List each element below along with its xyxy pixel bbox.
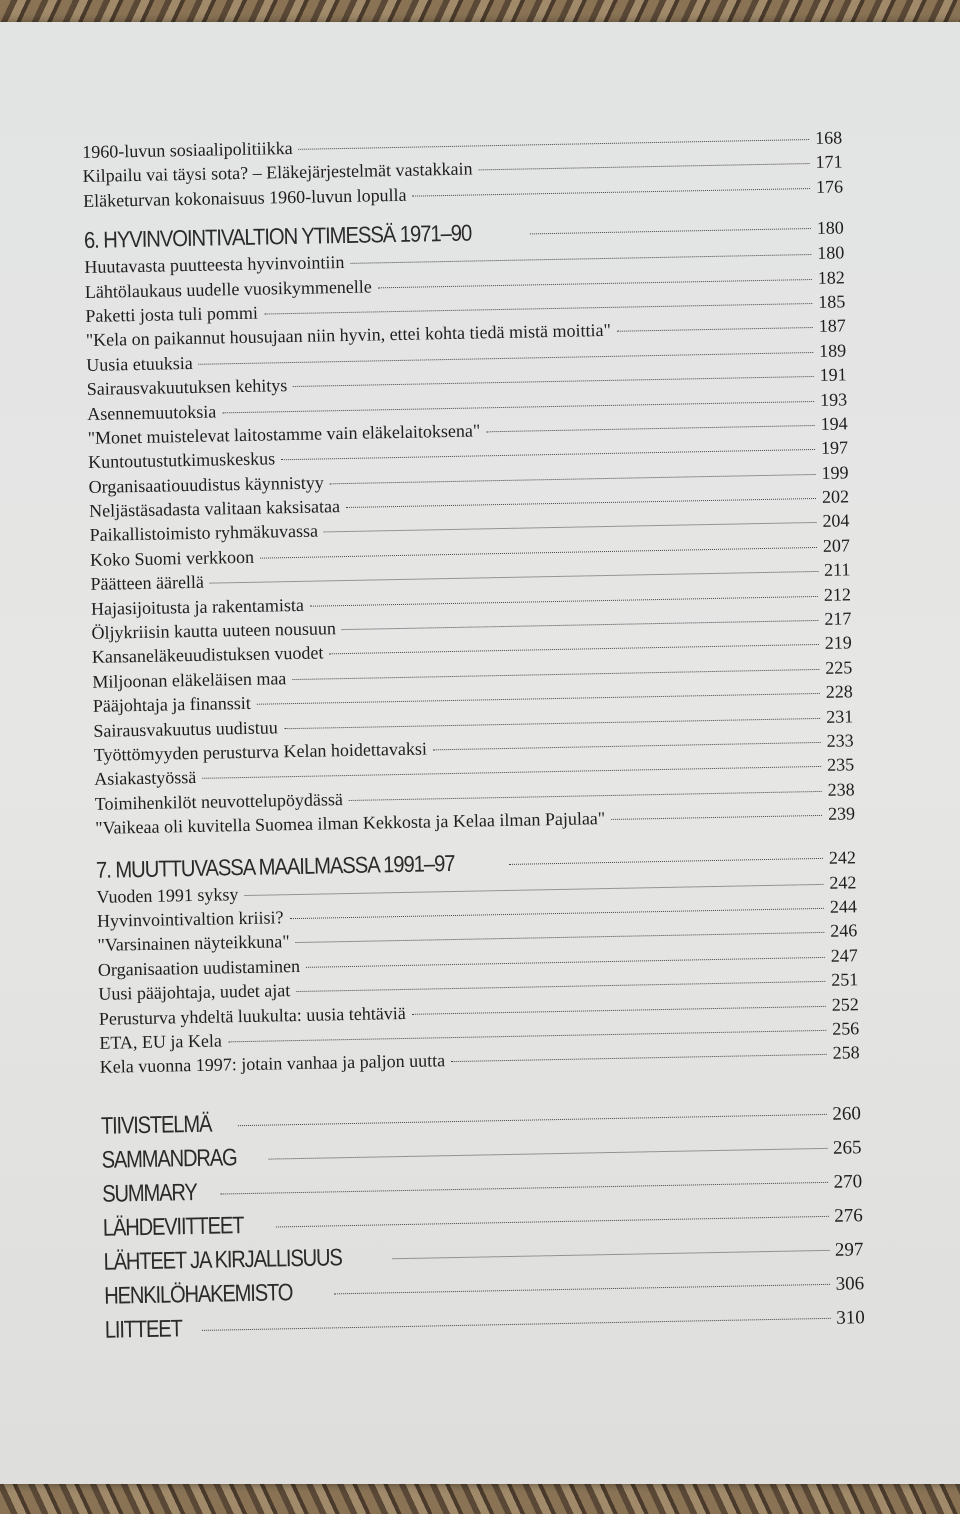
leader-dots [299,139,809,150]
entry-title: Kuntoutustutkimuskeskus [87,448,276,473]
entry-page-number: 270 [833,1170,863,1193]
leader-dots [238,1114,826,1126]
entry-page-number: 204 [822,510,850,532]
leader-dots [289,908,823,919]
leader-dots [350,254,811,264]
entry-title: Paketti josta tuli pommi [85,302,259,326]
leader-dots [334,1284,830,1295]
entry-title: "Vaikeaa oli kuvitella Suomea ilman Kekkosta ja Kelaa ilman Pajulaa" [95,808,606,839]
leader-dots [281,449,815,460]
entry-page-number: 211 [823,559,851,581]
entry-page-number: 246 [830,920,858,942]
entry-page-number: 231 [826,705,854,727]
leader-dots [264,303,812,315]
entry-page-number: 197 [820,437,849,459]
leader-dots [342,620,818,630]
entry-title: Lähtölaukaus uudelle vuosikymmenelle [84,276,372,302]
leader-dots [378,279,812,288]
entry-page-number: 185 [818,291,846,312]
leader-dots [611,815,822,820]
entry-title: Organisaatiouudistus käynnistyy [88,472,324,497]
entry-page-number: 189 [818,340,847,361]
entry-title: Työttömyyden perusturva Kelan hoidettavaksi [93,738,428,765]
entry-title: Asiakastyössä [94,767,197,790]
entry-page-number: 212 [823,583,852,605]
entry-page-number: 193 [819,388,848,410]
entry-page-number: 247 [830,944,858,966]
entry-page-number: 168 [814,127,843,148]
entry-title: Öljykriisin kautta uuteen nousuun [91,618,337,643]
entry-title: LÄHTEET JA KIRJALLISUUS [103,1243,342,1276]
entry-page-number: 238 [827,779,855,800]
entry-title: Sairausvakuutus uudistuu [93,716,278,741]
entry-page-number: 225 [825,657,853,678]
entry-page-number: 252 [831,993,859,1015]
entry-page-number: 233 [826,730,854,751]
entry-title: Päätteen äärellä [90,571,205,595]
leader-dots [296,981,825,992]
leader-dots [324,522,816,532]
entry-page-number: 258 [832,1042,860,1064]
leader-dots [244,883,823,895]
entry-page-number: 256 [832,1018,860,1039]
entry-title: HENKILÖHAKEMISTO [103,1278,293,1310]
entry-title: Pääjohtaja ja finanssit [92,693,252,717]
book-page [0,22,960,1484]
entry-page-number: 276 [834,1204,863,1227]
leader-dots [530,228,811,234]
chapter-page-number: 180 [816,217,845,239]
leader-dots [330,474,816,484]
leader-dots [617,327,813,332]
leader-dots [451,1054,827,1062]
leader-dots [349,791,822,801]
leader-dots [486,425,814,432]
leader-dots [293,376,813,387]
entry-page-number: 310 [836,1306,865,1329]
entry-page-number: 260 [832,1102,862,1125]
leader-dots [413,188,810,197]
entry-page-number: 297 [834,1238,864,1261]
entry-page-number: 187 [818,315,846,337]
leader-dots [292,669,819,680]
leader-dots [433,742,821,750]
leader-dots [257,693,820,705]
entry-title: Kela vuonna 1997: jotain vanhaa ja paljon uutta [99,1050,446,1078]
entry-title: Organisaation uudistaminen [97,955,301,980]
chapter-page-number: 242 [828,846,857,868]
table-of-contents [82,125,865,1347]
leader-dots [393,1250,829,1259]
entry-title: Kilpailu vai täysi sota? – Eläkejärjestelmät vastakkain [82,158,473,187]
chapter-7-entries [96,870,860,1080]
entry-title: Koko Suomi verkkoon [89,546,255,570]
entry-title: Miljoonan eläkeläisen maa [92,667,287,692]
appendix-list [101,1095,865,1348]
chapter-title: 7. MUUTTUVASSA MAAILMASSA 1991–97 [95,849,455,883]
entry-title: Sairausvakuutuksen kehitys [86,375,288,400]
leader-dots [199,352,813,365]
entry-title: Uusia etuuksia [86,352,193,375]
entry-page-number: 217 [824,608,852,629]
leader-dots [306,957,825,968]
entry-title: Asennemuutoksia [87,400,217,424]
entry-page-number: 251 [831,969,859,990]
entry-page-number: 194 [820,413,848,434]
leader-dots [222,401,814,413]
entry-page-number: 191 [819,364,847,386]
entry-title: TIIVISTELMÄ [100,1110,212,1140]
entry-title: LIITTEET [104,1314,182,1344]
leader-dots [296,932,825,943]
entry-title: 1960-luvun sosiaalipolitiikka [82,137,293,162]
entry-title: Perusturva yhdeltä luukulta: uusia tehtäviä [98,1002,406,1029]
entry-page-number: 182 [817,266,845,288]
chapter-title: 6. HYVINVOINTIVALTION YTIMESSÄ 1971–90 [83,219,472,254]
leader-dots [228,1030,826,1042]
leader-dots [412,1005,826,1014]
entry-title: Uusi pääjohtaja, uudet ajat [98,980,291,1004]
entry-page-number: 244 [829,896,858,917]
entry-title: LÄHDEVIITTEET [102,1211,244,1242]
entry-title: SAMMANDRAG [101,1143,237,1174]
leader-dots [260,547,817,559]
entry-title: Neljästäsadasta valitaan kaksisataa [88,496,341,522]
entry-page-number: 202 [821,486,850,507]
entry-title: Hajasijoitusta ja rakentamista [90,594,305,619]
entry-page-number: 228 [825,681,853,703]
leader-dots [202,766,821,779]
leader-dots [268,1148,827,1160]
leader-dots [310,596,818,607]
entry-title: ETA, EU ja Kela [99,1030,223,1053]
entry-title: Vuoden 1991 syksy [96,883,239,907]
entry-page-number: 171 [815,151,843,173]
entry-page-number: 199 [821,462,849,483]
entry-title: Hyvinvointivaltion kriisi? [96,907,284,931]
entry-title: "Varsinainen näyteikkuna" [97,931,290,956]
entry-page-number: 265 [832,1136,862,1159]
entry-page-number: 239 [827,803,856,824]
entry-title: Kansaneläkeuudistuksen vuodet [91,642,324,668]
leader-dots [202,1318,830,1331]
entry-title: Paikallistoimisto ryhmäkuvassa [89,521,319,546]
entry-title: "Kela on paikannut housujaan niin hyvin, ettei kohta tiedä mistä moittia" [85,320,612,351]
entry-page-number: 306 [835,1272,865,1295]
chapter-6-entries [84,241,855,841]
entry-title: SUMMARY [101,1178,197,1208]
leader-dots [221,1182,828,1195]
entry-title: Eläketurvan kokonaisuus 1960-luvun lopulla [82,184,407,211]
leader-dots [210,571,818,584]
entry-page-number: 176 [815,176,844,197]
leader-dots [276,1216,828,1228]
entry-page-number: 219 [824,632,852,654]
leader-dots [479,163,810,170]
entry-title: "Monet muistelevat laitostamme vain eläkelaitoksena" [87,420,481,448]
entry-title: Huutavasta puutteesta hyvinvointiin [84,252,345,278]
leader-dots [329,644,818,654]
entry-page-number: 207 [822,535,851,556]
leader-dots [509,857,823,864]
leader-dots [284,718,820,729]
entry-title: Toimihenkilöt neuvottelupöydässä [94,788,344,814]
leader-dots [346,498,816,508]
entry-page-number: 180 [817,242,845,264]
entry-page-number: 235 [826,754,855,776]
entry-page-number: 242 [829,871,857,893]
